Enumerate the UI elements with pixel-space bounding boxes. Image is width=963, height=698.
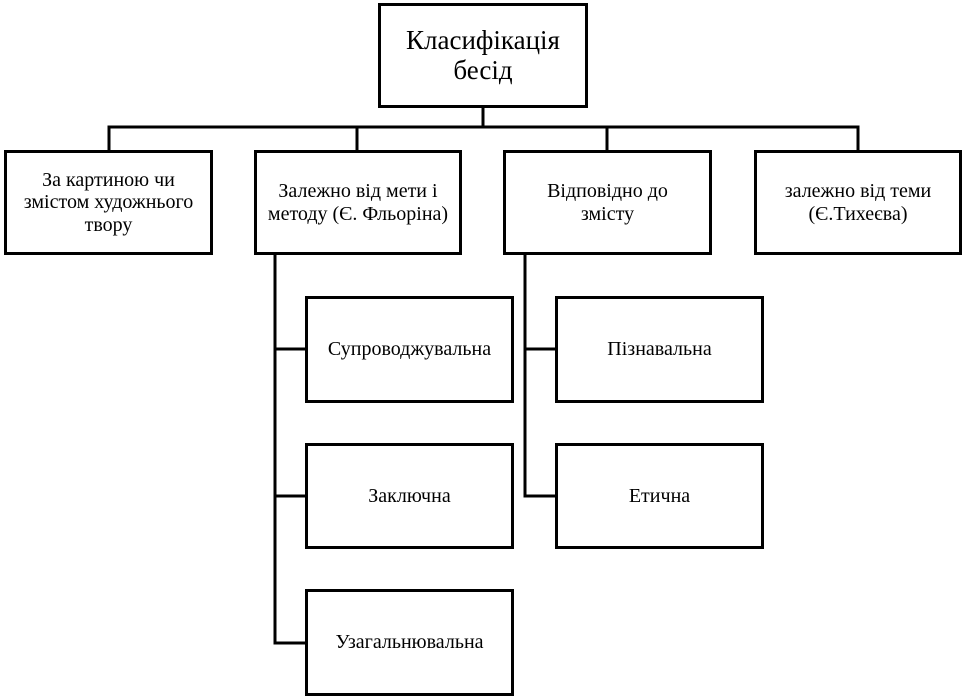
category-box-artwork — [4, 150, 213, 255]
subtype-box-etychna — [555, 443, 764, 549]
category-box-theme — [754, 150, 962, 255]
subtype-box-soprovodzhuvalna — [305, 296, 514, 403]
category-label: Відповідно до змісту — [547, 180, 668, 225]
root-label: Класифікація бесід — [406, 24, 560, 85]
category-box-content — [503, 150, 712, 255]
root-box — [378, 3, 588, 108]
subtype-label: Пізнавальна — [607, 338, 712, 361]
category-label: Залежно від мети і методу (Є. Фльоріна) — [267, 180, 449, 225]
category-label: залежно від теми (Є.Тихеєва) — [784, 180, 932, 225]
subtype-box-piznavalna — [555, 296, 764, 403]
category-box-goal-method — [254, 150, 462, 255]
subtype-box-zakliuchna — [305, 443, 514, 549]
category-label: За картиною чи змістом художнього твору — [23, 168, 194, 236]
subtype-label: Супроводжувальна — [327, 338, 492, 361]
subtype-label: Узагальнювальна — [335, 631, 484, 654]
subtype-box-uzahalniuvalna — [305, 589, 514, 696]
subtype-label: Заключна — [368, 484, 451, 507]
subtype-label: Етична — [628, 484, 691, 507]
